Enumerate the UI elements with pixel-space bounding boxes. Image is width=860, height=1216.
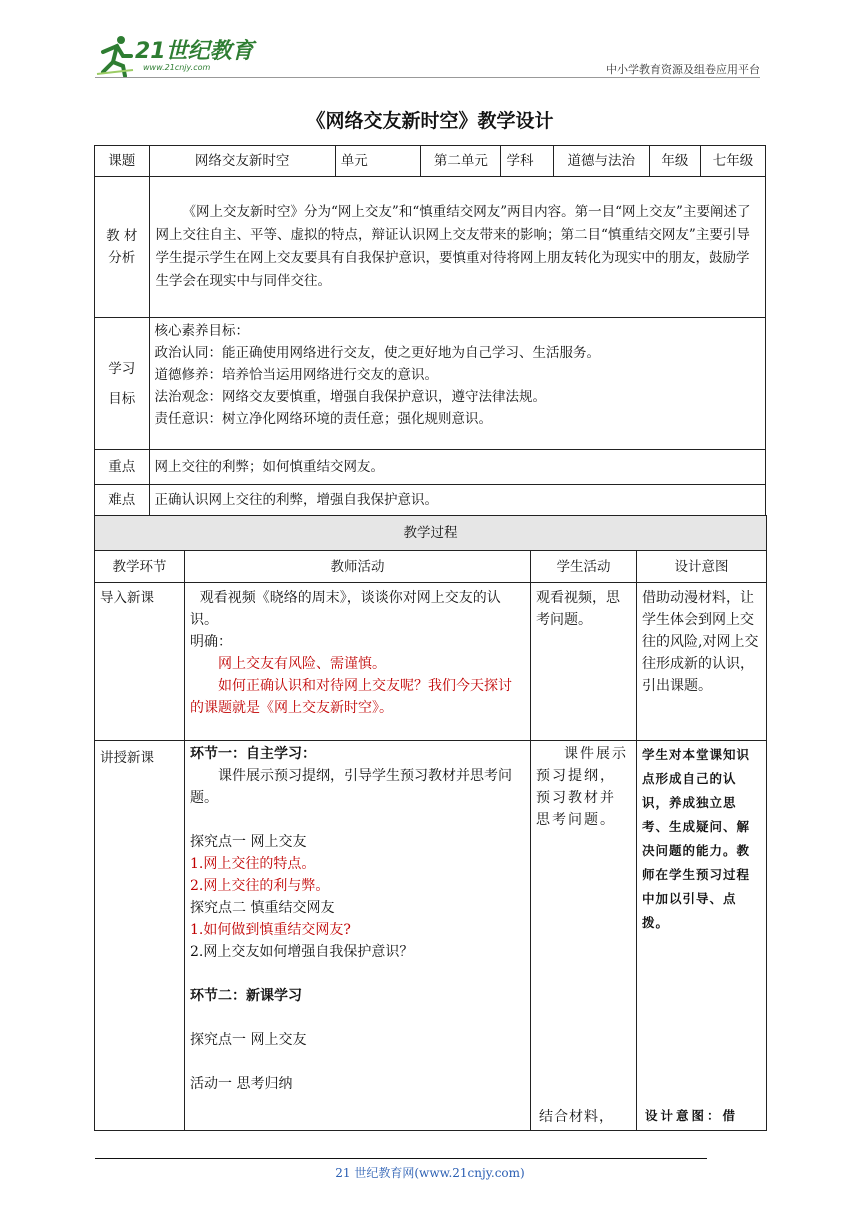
logo-wordmark: 21世纪教育 — [135, 39, 254, 64]
value-topic: 网络交友新时空 — [149, 146, 335, 177]
label-grade: 年级 — [649, 146, 700, 177]
value-subject: 道德与法治 — [553, 146, 649, 177]
intent-intro: 借助动漫材料，让学生体会到网上交往的风险,对网上交往形成新的认识，引出课题。 — [637, 583, 767, 741]
student-new-line: 课件展示预习提纲，预习教材并思考问题。 — [536, 746, 628, 828]
intent-new — [637, 741, 767, 1131]
header-student: 学生活动 — [531, 551, 637, 583]
teacher-new-line: 探究点一 网上交友 — [190, 1032, 307, 1048]
teacher-intro-line: 观看视频《晓络的周末》，谈谈你对网上交友的认识。 — [190, 590, 501, 628]
logo — [95, 32, 265, 78]
label-goals-line1: 学习 — [108, 360, 136, 377]
teacher-intro-line: 网上交友有风险、需谨慎。 — [218, 656, 386, 672]
goals-line: 政治认同：能正确使用网络进行交友，使之更好地为自己学习、生活服务。 — [154, 345, 601, 361]
teacher-new-line: 2.网上交往的利与弊。 — [190, 878, 330, 894]
teacher-new-line: 探究点二 慎重结交网友 — [190, 900, 335, 916]
teacher-new-line: 课件展示预习提纲，引导学生预习教材并思考问题。 — [190, 768, 512, 806]
info-row-analysis — [95, 177, 766, 318]
info-row-difficulty — [95, 485, 766, 516]
intent-new-text: 设计意图：借 — [645, 1108, 739, 1123]
label-difficulty: 难点 — [95, 485, 150, 516]
spacer — [190, 963, 525, 985]
difficulty-text: 正确认识网上交往的利弊，增强自我保护意识。 — [149, 485, 765, 516]
teacher-new-line: 活动一 思考归纳 — [190, 1076, 293, 1092]
teacher-new-line: 2.网上交友如何增强自我保护意识？ — [190, 944, 414, 960]
value-unit: 第二单元 — [421, 146, 501, 177]
header-divider — [95, 77, 760, 78]
intent-new-text: 学生对本堂课知识点形成自己的认识，养成独立思考、生成疑问、解决问题的能力。教师在学生预习过程中加以引导、点拨。 — [642, 747, 751, 930]
teacher-new-line: 探究点一 网上交友 — [190, 834, 307, 850]
header-stage: 教学环节 — [95, 551, 185, 583]
student-new-line: 结合材料， — [539, 1109, 614, 1125]
spacer — [190, 1007, 525, 1029]
process-row-intro — [95, 583, 767, 741]
label-analysis-line2: 分析 — [108, 250, 136, 266]
label-unit: 单元 — [335, 146, 420, 177]
spacer — [190, 809, 525, 831]
teacher-intro-line: 明确： — [190, 634, 232, 650]
teacher-new-heading: 环节二：新课学习 — [190, 988, 302, 1004]
label-goals-line2: 目标 — [108, 390, 136, 407]
teacher-new — [185, 741, 531, 1131]
analysis-text: 《网上交友新时空》分为“网上交友”和“慎重结交网友”两目内容。第一目“网上交友”主要阐述了网上交往自主、平等、虚拟的特点，辩证认识网上交友带来的影响；第二目“慎重结交网友”主要引导学生提示学生在网上交友要具有自我保护意识，要慎重对待将网上朋友转化为现实中的朋友，鼓励学生学会在现实中与同伴交往。 — [149, 177, 765, 318]
info-row-key — [95, 450, 766, 485]
label-analysis — [95, 177, 150, 318]
process-table — [94, 515, 767, 1131]
teacher-intro-line: 如何正确认识和对待网上交友呢？我们今天探讨的课题就是《网上交友新时空》。 — [190, 678, 512, 716]
label-analysis-line1: 教 材 — [106, 228, 138, 244]
teacher-new-line: 1.如何做到慎重结交网友? — [190, 922, 351, 938]
info-row-basic — [95, 146, 766, 177]
goals-line: 责任意识：树立净化网络环境的责任意；强化规则意识。 — [154, 411, 493, 427]
goals-line: 法治观念：网络交友要慎重，增强自我保护意识，遵守法律法规。 — [154, 389, 547, 405]
label-topic: 课题 — [95, 146, 150, 177]
teacher-new-heading: 环节一：自主学习： — [190, 746, 316, 762]
runner-logo-icon — [95, 34, 135, 78]
platform-name: 中小学教育资源及组卷应用平台 — [606, 63, 760, 76]
footer-divider — [95, 1158, 707, 1159]
document-title: 《网络交友新时空》教学设计 — [306, 110, 554, 132]
stage-intro: 导入新课 — [95, 583, 185, 741]
value-grade: 七年级 — [701, 146, 766, 177]
label-subject: 学科 — [501, 146, 553, 177]
spacer — [190, 1051, 525, 1073]
stage-new: 讲授新课 — [95, 741, 185, 1131]
logo-url: www.21cnjy.com — [143, 63, 211, 72]
goals-text — [149, 318, 765, 450]
process-header-row — [95, 551, 767, 583]
info-table — [94, 145, 766, 516]
header-teacher: 教师活动 — [185, 551, 531, 583]
student-new — [531, 741, 637, 1131]
key-point-text: 网上交往的利弊；如何慎重结交网友。 — [149, 450, 765, 485]
teacher-intro — [185, 583, 531, 741]
goals-line: 道德修养：培养恰当运用网络进行交友的意识。 — [154, 367, 439, 383]
info-row-goals — [95, 318, 766, 450]
header-intent: 设计意图 — [637, 551, 767, 583]
label-key-point: 重点 — [95, 450, 150, 485]
student-intro: 观看视频，思考问题。 — [531, 583, 637, 741]
footer-source: 21 世纪教育网(www.21cnjy.com) — [335, 1166, 525, 1180]
teacher-new-line: 1.网上交往的特点。 — [190, 856, 316, 872]
process-row-new — [95, 741, 767, 1131]
process-title: 教学过程 — [95, 516, 767, 551]
page-header — [95, 30, 760, 80]
label-goals — [95, 318, 150, 450]
process-title-row — [95, 516, 767, 551]
goals-line: 核心素养目标： — [154, 323, 250, 339]
